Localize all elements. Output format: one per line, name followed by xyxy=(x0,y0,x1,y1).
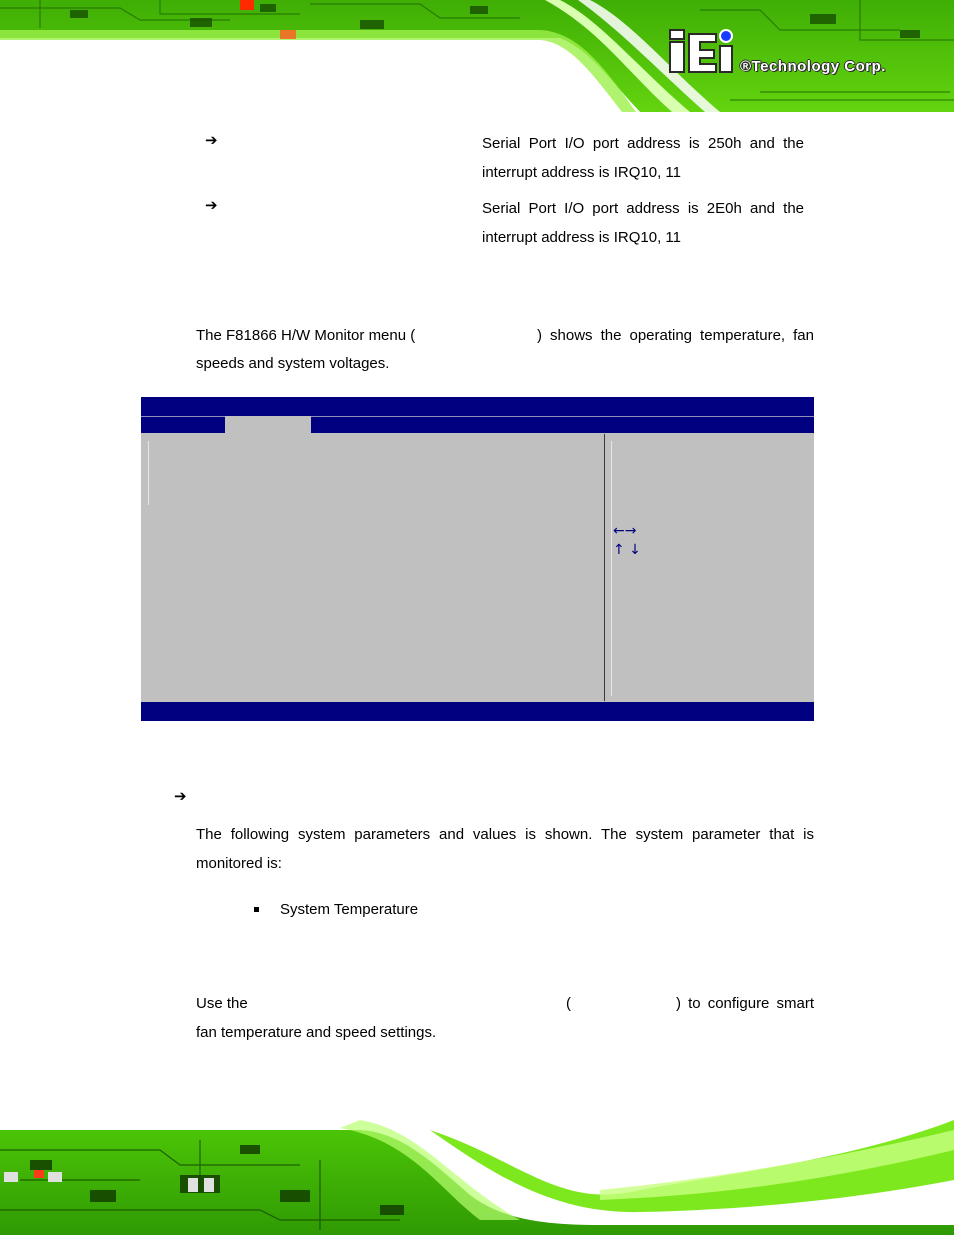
page-footer xyxy=(0,1120,954,1235)
option-arrow-icon: ➔ xyxy=(205,196,218,214)
bios-help-scrollbar xyxy=(611,441,612,696)
hw-monitor-intro-line2: speeds and system voltages. xyxy=(196,355,390,372)
bios-screen xyxy=(141,397,814,721)
smart-fan-intro-part1: Use the xyxy=(196,995,248,1012)
pcb-footer-graphic xyxy=(0,1120,954,1235)
hw-monitor-intro-part1: The F81866 H/W Monitor menu ( xyxy=(196,327,416,344)
bios-status-bar xyxy=(141,702,814,721)
option-description: Serial Port I/O port address is 2E0h and the interrupt address is IRQ10, 11 xyxy=(482,200,804,246)
tab-advanced[interactable] xyxy=(225,416,311,433)
hw-monitor-intro-cont: ) shows the operating temperature, fan xyxy=(537,327,814,344)
smart-fan-intro-part3-wrap: ) to configure smart fan temperature and speed settings. xyxy=(196,995,814,1041)
pcb-header-graphic xyxy=(0,0,954,112)
option-arrow-icon: ➔ xyxy=(205,131,218,149)
pc-health-arrow-icon: ➔ xyxy=(174,787,187,805)
left-right-arrow-icon: ←→ xyxy=(613,523,637,539)
up-down-arrow-icon: ↑ ↓ xyxy=(613,542,641,558)
bullet-square-icon xyxy=(254,907,259,912)
bullet-item: System Temperature xyxy=(280,901,419,918)
option-description: Serial Port I/O port address is 250h and the interrupt address is IRQ10, 11 xyxy=(482,135,804,181)
bios-title-bar xyxy=(141,397,814,416)
pc-health-description: The following system parameters and values is shown. The system parameter that is monitored is: xyxy=(196,826,814,872)
bios-panel-divider xyxy=(604,434,605,701)
page-header xyxy=(0,0,954,112)
company-logo-text: ®Technology Corp. xyxy=(740,58,886,75)
smart-fan-intro-part2: ( xyxy=(566,995,571,1012)
bios-left-scrollbar xyxy=(148,441,149,505)
iei-logo-icon xyxy=(670,30,732,72)
